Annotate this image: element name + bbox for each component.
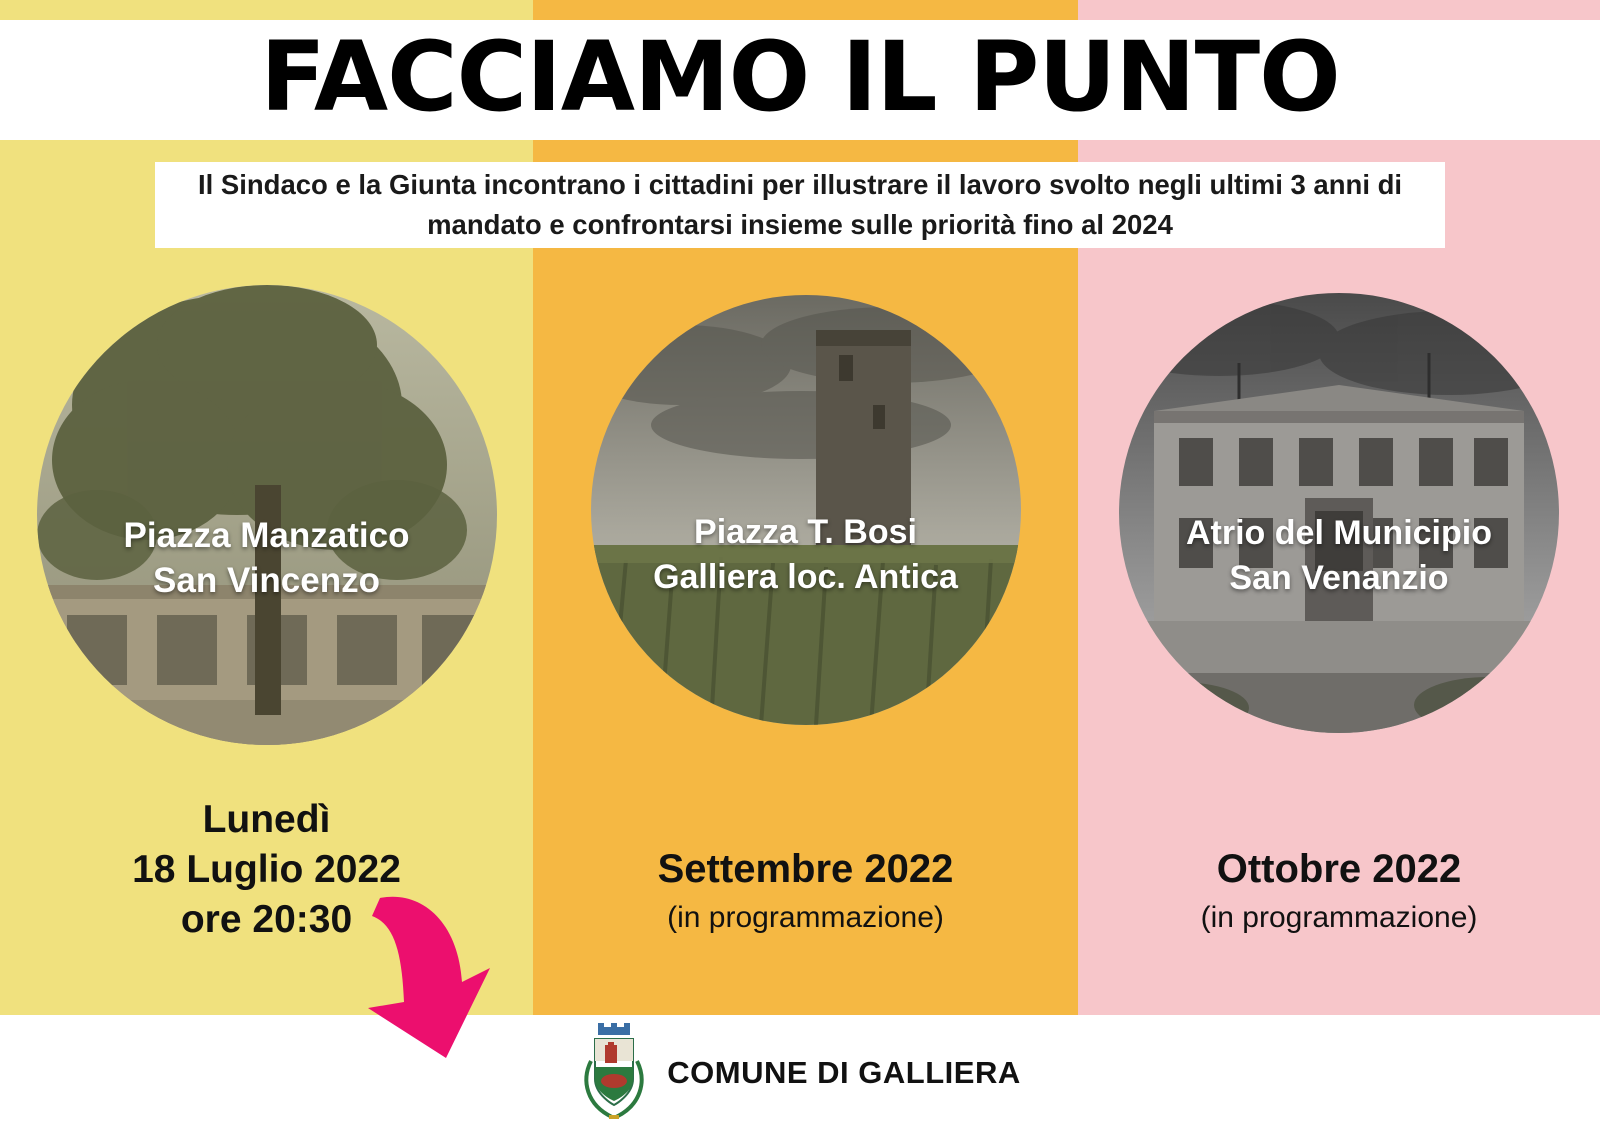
event-column-2 [533, 255, 1078, 1015]
event-date-1-line3: ore 20:30 [180, 898, 353, 941]
subtitle-text: Il Sindaco e la Giunta incontrano i cittadini per illustrare il lavoro svolto negli ultimi 3 anni di mandato e confrontarsi insieme sulle priorità fino al 2024 [197, 169, 1403, 240]
event-date-1-line2: 18 Luglio 2022 [132, 848, 401, 891]
event-place-3-line2: San Venanzio [1229, 559, 1449, 597]
event-place-1-line1: Piazza Manzatico [123, 516, 410, 555]
event-date-1-line1: Lunedì [202, 798, 331, 841]
subtitle-box [155, 162, 1445, 248]
event-place-1 [37, 513, 497, 603]
event-note-2: (in programmazione) [667, 901, 944, 934]
event-date-2-line1: Settembre 2022 [657, 847, 954, 891]
event-place-3-line1: Atrio del Municipio [1186, 514, 1492, 552]
event-place-2-line2: Galliera loc. Antica [653, 558, 958, 596]
event-note-3: (in programmazione) [1200, 901, 1478, 934]
event-photo-1-wrap [37, 285, 497, 745]
event-photo-3-wrap [1119, 293, 1559, 733]
event-date-3 [1078, 845, 1600, 939]
event-place-2 [591, 510, 1021, 600]
footer [0, 1015, 1600, 1131]
page-title: FACCIAMO IL PUNTO [260, 21, 1340, 133]
event-place-3 [1119, 511, 1559, 601]
footer-title: COMUNE DI GALLIERA [667, 1055, 1021, 1090]
event-photo-2-wrap [591, 295, 1021, 725]
events-row [0, 255, 1600, 1015]
event-column-3 [1078, 255, 1600, 1015]
event-date-3-line1: Ottobre 2022 [1216, 847, 1462, 891]
event-place-2-line1: Piazza T. Bosi [694, 513, 917, 551]
event-date-2 [533, 845, 1078, 939]
event-place-1-line2: San Vincenzo [153, 561, 380, 600]
comune-crest-icon [579, 1021, 649, 1125]
pink-arrow-icon [350, 890, 510, 1080]
